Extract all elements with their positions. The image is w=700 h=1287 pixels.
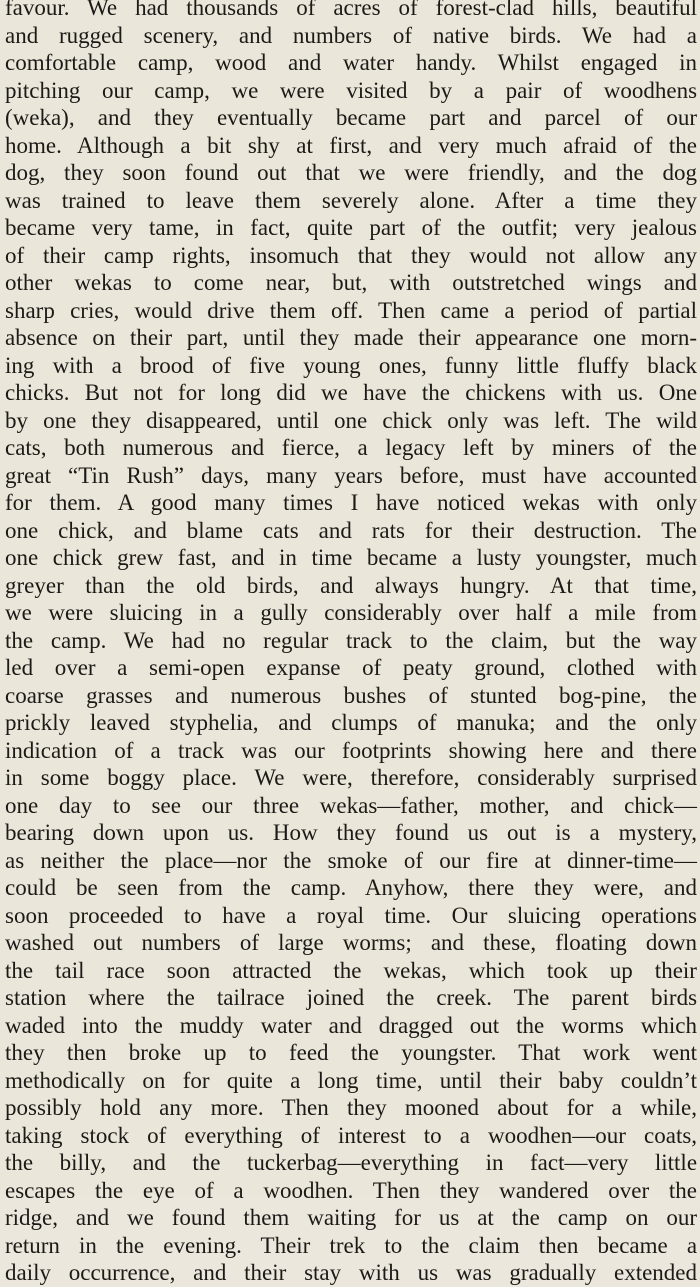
text-line: by one they disappeared, until one chick only was left. The wild	[5, 407, 697, 433]
text-line: favour. We had thousands of acres of forest-clad hills, beautiful	[5, 0, 698, 20]
text-line: methodically on for quite a long time, until their baby couldn’t	[5, 1067, 697, 1093]
text-line: waded into the muddy water and dragged out the worms which	[5, 1012, 697, 1038]
text-line: coarse grasses and numerous bushes of stunted bog-pine, the	[5, 682, 698, 708]
text-line: for them. A good many times I have noticed wekas with only	[5, 490, 697, 515]
text-line: (weka), and they eventually became part and parcel of our	[5, 105, 698, 130]
text-line: they then broke up to feed the youngster. That work went	[5, 1040, 698, 1065]
text-line: return in the evening. Their trek to the claim then became a	[5, 1232, 698, 1258]
text-line: one day to see our three wekas—father, mother, and chick—	[5, 792, 697, 818]
text-line: and rugged scenery, and numbers of native birds. We had a	[5, 22, 697, 48]
text-line: could be seen from the camp. Anyhow, there they were, and	[5, 875, 697, 900]
text-line: in some boggy place. We were, therefore, considerably surprised	[5, 765, 697, 790]
text-line: possibly hold any more. Then they mooned about for a while,	[5, 1095, 698, 1120]
text-line: the camp. We had no regular track to the claim, but the way	[5, 627, 698, 653]
text-line: as neither the place—nor the smoke of our fire at dinner-time—	[5, 847, 698, 873]
text-line: bearing down upon us. How they found us out is a mystery,	[5, 820, 698, 845]
text-line: dog, they soon found out that we were friendly, and the dog	[5, 160, 698, 185]
text-line: escapes the eye of a woodhen. Then they wandered over the	[5, 1177, 697, 1203]
text-line: one chick, and blame cats and rats for their destruction. The	[5, 517, 698, 543]
text-line: other wekas to come near, but, with outstretched wings and	[5, 270, 697, 295]
text-line: prickly leaved styphelia, and clumps of manuka; and the only	[5, 710, 697, 735]
text-line: the tail race soon attracted the wekas, which took up their	[5, 957, 697, 983]
text-line: absence on their part, until they made their appearance one morn-	[5, 325, 697, 350]
text-line: washed out numbers of large worms; and these, floating down	[5, 930, 697, 955]
text-line: became very tame, in fact, quite part of the outfit; very jealous	[5, 215, 697, 240]
text-line: was trained to leave them severely alone. After a time they	[5, 187, 697, 213]
text-line: led over a semi-open expanse of peaty ground, clothed with	[5, 655, 698, 680]
text-line: great “Tin Rush” days, many years before, must have accounted	[5, 462, 698, 488]
body-text	[5, 0, 697, 1287]
text-line: we were sluicing in a gully considerably over half a mile from	[5, 600, 698, 625]
text-line: soon proceeded to have a royal time. Our sluicing operations	[5, 902, 697, 928]
text-line: daily occurrence, and their stay with us was gradually extended	[5, 1260, 698, 1285]
text-line: chicks. But not for long did we have the chickens with us. One	[5, 380, 698, 405]
text-line: comfortable camp, wood and water handy. Whilst engaged in	[5, 50, 697, 75]
text-line: sharp cries, would drive them off. Then came a period of partial	[5, 297, 697, 323]
text-line: station where the tailrace joined the creek. The parent birds	[5, 985, 698, 1010]
text-line: of their camp rights, insomuch that they would not allow any	[5, 242, 697, 268]
text-line: one chick grew fast, and in time became a lusty youngster, much	[5, 545, 697, 570]
text-line: ridge, and we found them waiting for us at the camp on our	[5, 1205, 698, 1230]
text-line: home. Although a bit shy at first, and very much afraid of the	[5, 132, 698, 158]
text-line: cats, both numerous and fierce, a legacy left by miners of the	[5, 435, 697, 460]
text-line: indication of a track was our footprints showing here and there	[5, 737, 697, 763]
text-line: ing with a brood of five young ones, funny little fluffy black	[5, 352, 698, 378]
text-line: taking stock of everything of interest to a woodhen—our coats,	[5, 1122, 698, 1148]
text-line: greyer than the old birds, and always hungry. At that time,	[5, 572, 698, 598]
text-line: the billy, and the tuckerbag—everything in fact—very little	[5, 1150, 698, 1175]
text-line: pitching our camp, we were visited by a pair of woodhens	[5, 77, 698, 103]
